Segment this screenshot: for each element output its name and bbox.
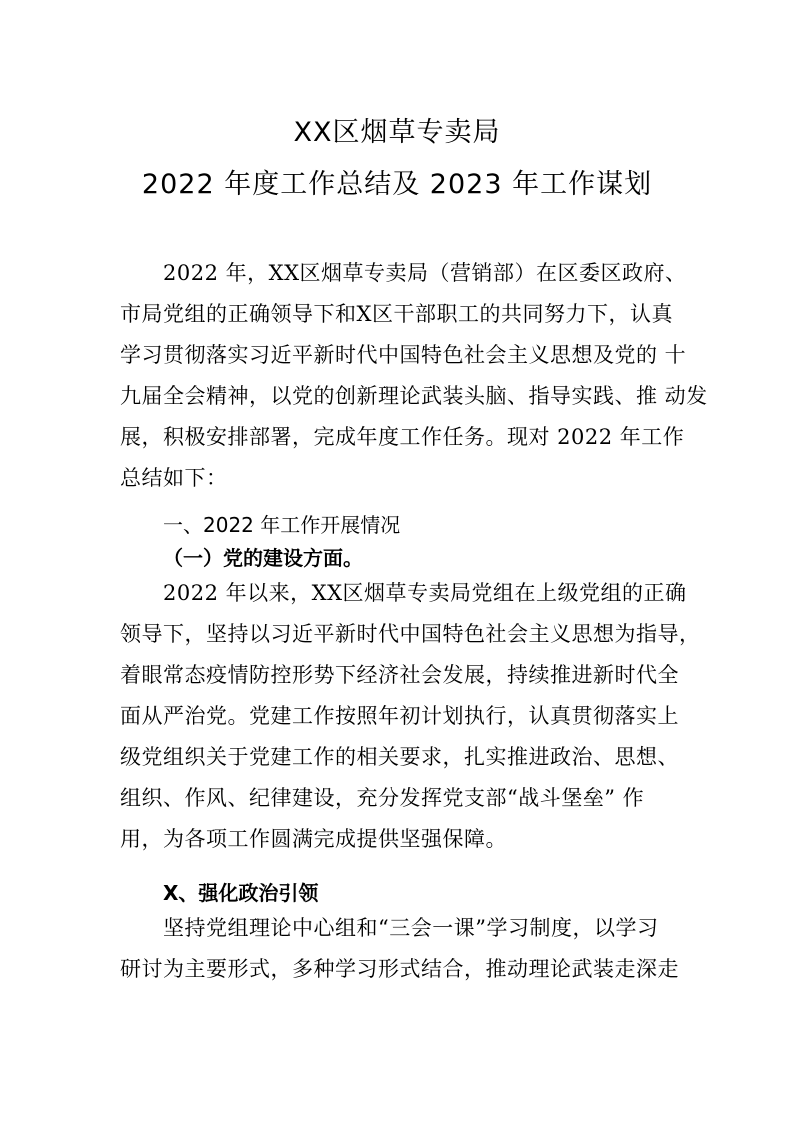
item-heading: X、强化政治引领	[163, 881, 319, 905]
party-line-2: 领导下，坚持以习近平新时代中国特色社会主义思想为指导，	[120, 622, 701, 646]
document-title-line2: 2022 年度工作总结及 2023 年工作谋划	[141, 169, 653, 200]
party-line-1: 2022 年以来，XX区烟草专卖局党组在上级党组的正确	[163, 581, 687, 605]
party-line-7: 用，为各项工作圆满完成提供坚强保障。	[120, 827, 507, 851]
intro-line-2: 市局党组的正确领导下和X区干部职工的共同努力下，认真	[120, 302, 673, 326]
item-line-1: 坚持党组理论中心组和“三会一课”学习制度，以学习	[163, 916, 659, 940]
subsection-heading: （一）党的建设方面。	[163, 546, 363, 570]
intro-line-4: 九届全会精神，以党的创新理论武装头脑、指导实践、推 动发	[120, 384, 708, 408]
party-line-3: 着眼常态疫情防控形势下经济社会发展，持续推进新时代全	[120, 663, 679, 687]
intro-line-3: 学习贯彻落实习近平新时代中国特色社会主义思想及党的 十	[120, 343, 687, 367]
section-heading: 一、2022 年工作开展情况	[163, 513, 401, 537]
party-line-6: 组织、作风、纪律建设，充分发挥党支部“战斗堡垒” 作	[120, 786, 645, 810]
intro-line-1: 2022 年，XX区烟草专卖局（营销部）在区委区政府、	[163, 261, 687, 285]
party-line-5: 级党组织关于党建工作的相关要求，扎实推进政治、思想、	[120, 745, 679, 769]
intro-line-5: 展，积极安排部署，完成年度工作任务。现对 2022 年工作	[120, 425, 685, 449]
item-line-2: 研讨为主要形式，多种学习形式结合，推动理论武装走深走	[120, 957, 679, 981]
intro-line-6: 总结如下：	[120, 466, 228, 490]
party-line-4: 面从严治党。党建工作按照年初计划执行，认真贯彻落实上	[120, 704, 679, 728]
document-title-line1: XX区烟草专卖局	[293, 117, 501, 148]
